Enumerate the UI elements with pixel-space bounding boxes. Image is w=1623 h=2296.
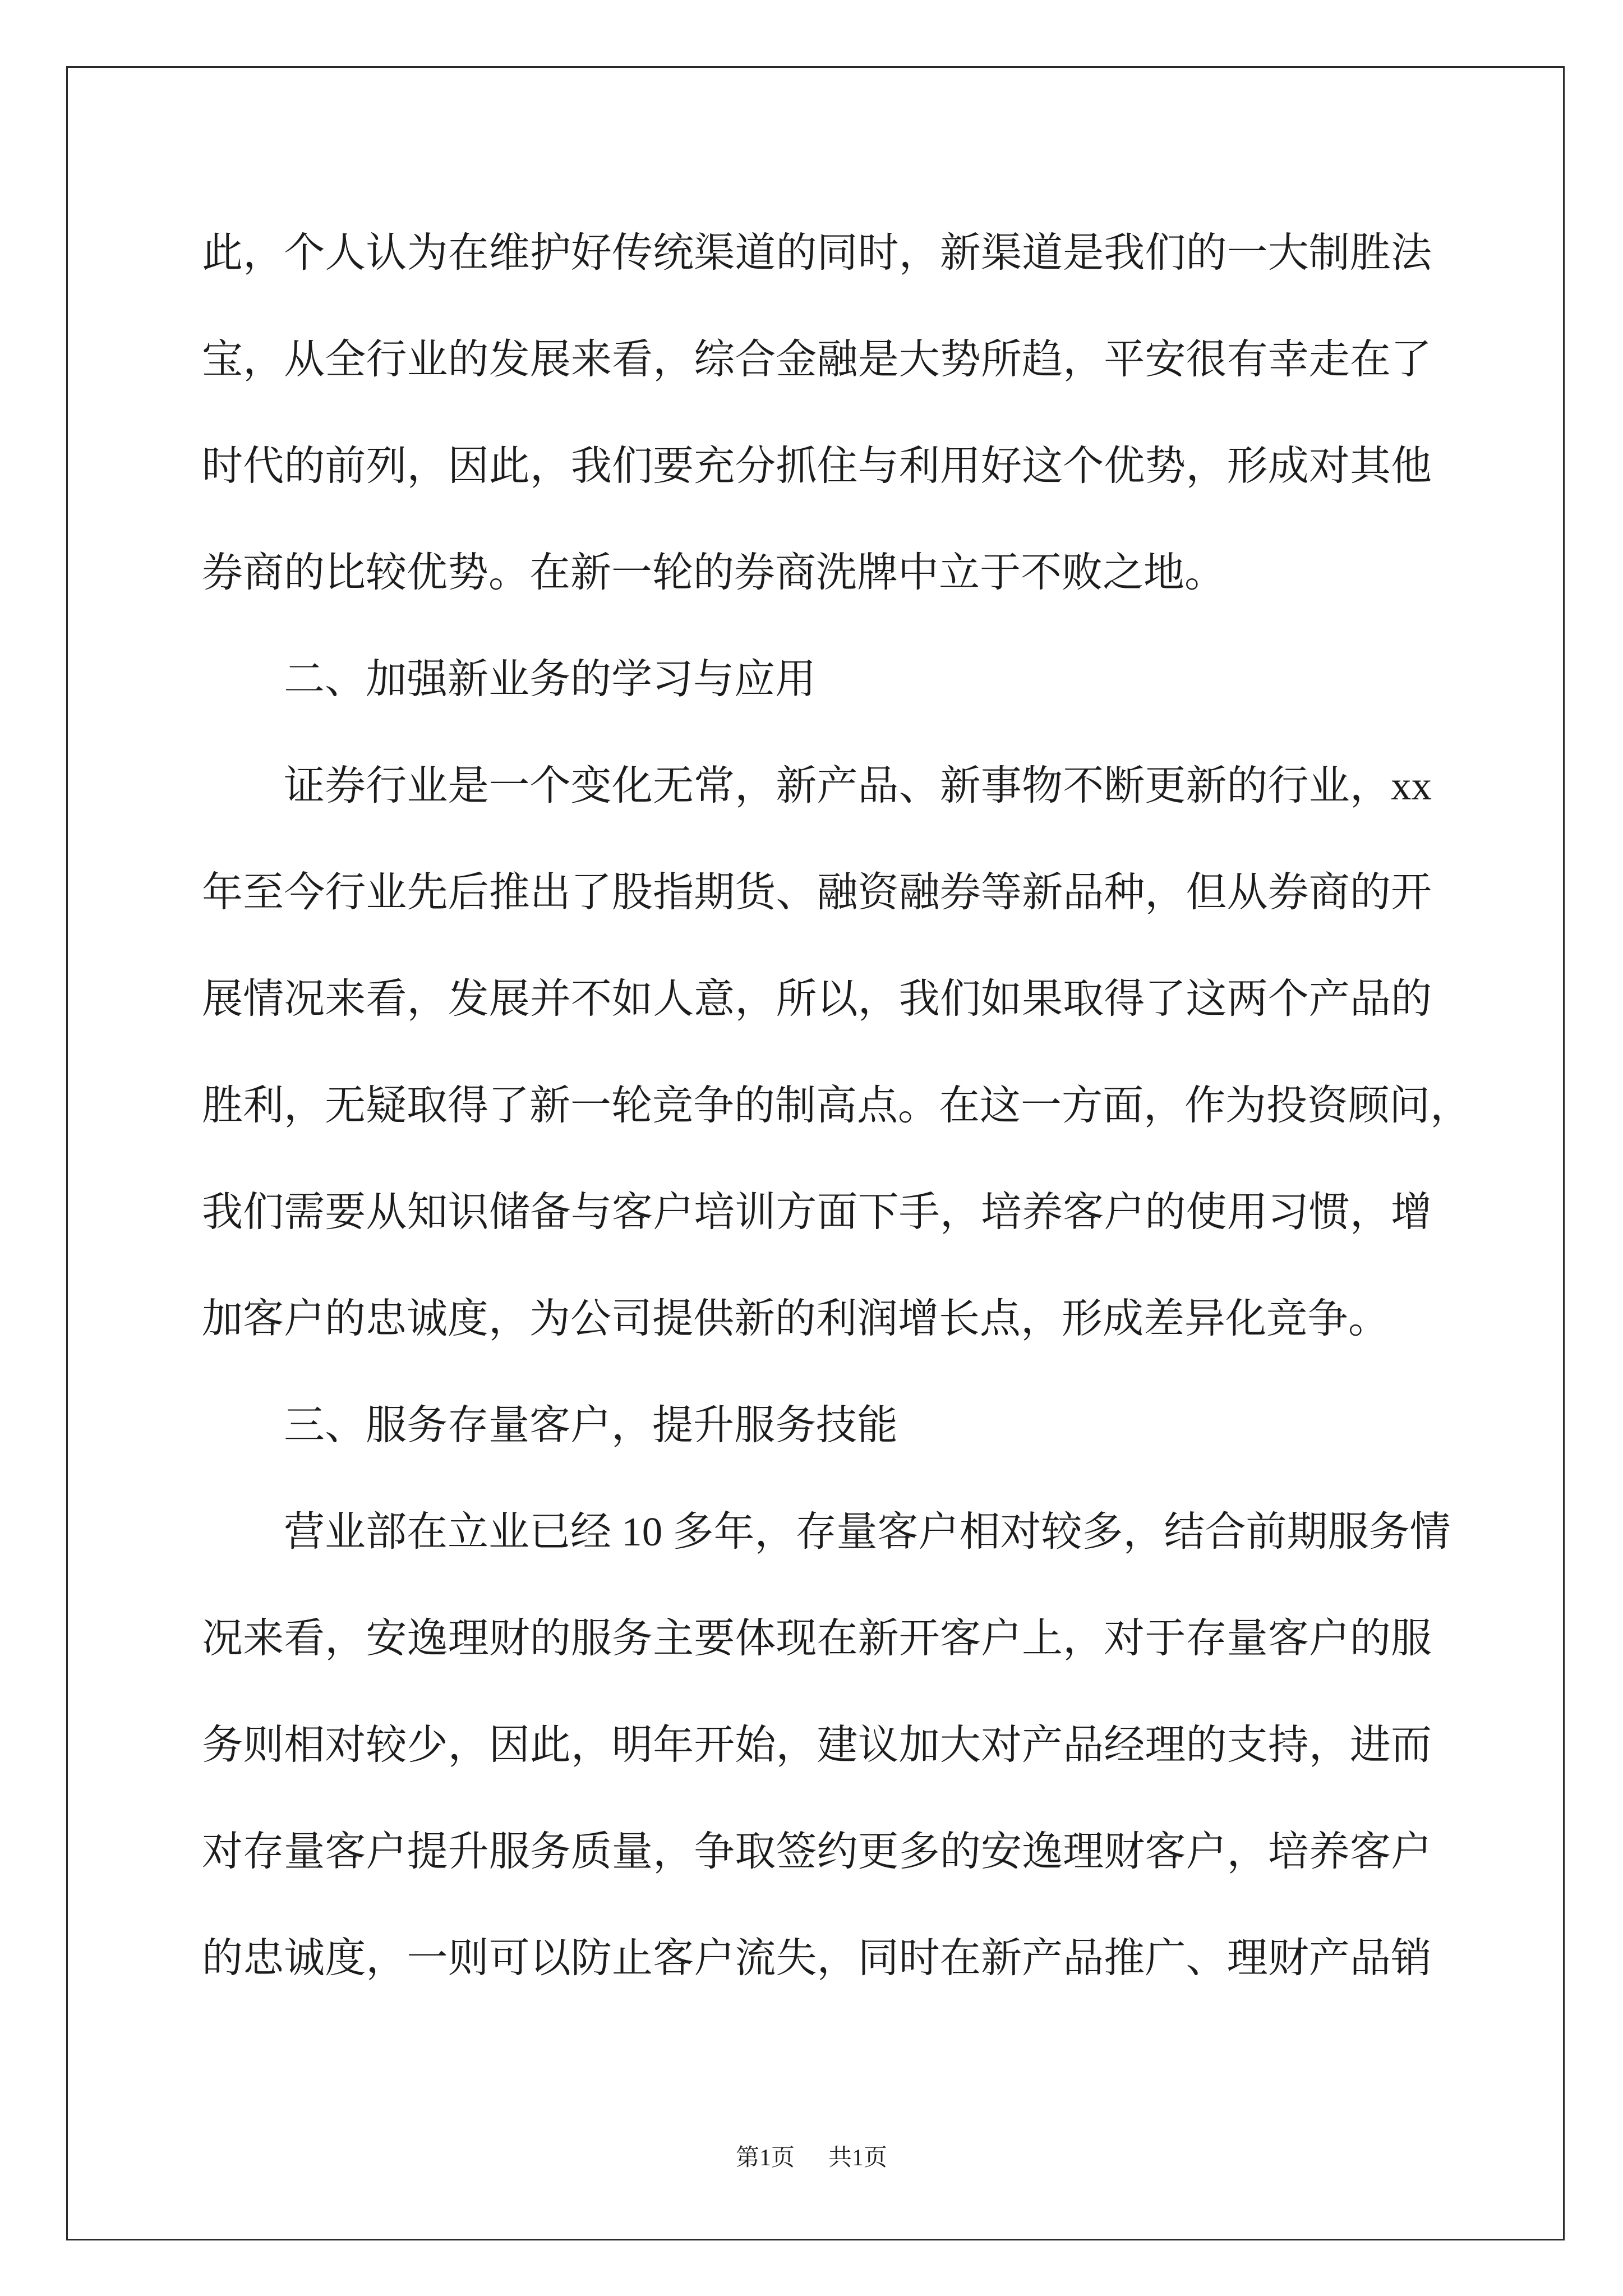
text-line: 加客户的忠诚度，为公司提供新的利润增长点，形成差异化竞争。: [202, 1296, 1389, 1341]
text-line: 营业部在立业已经 10 多年，存量客户相对较多，结合前期服务情: [284, 1509, 1451, 1554]
text-line: 券商的比较优势。在新一轮的券商洗牌中立于不败之地。: [202, 550, 1225, 595]
text-line: 证券行业是一个变化无常，新产品、新事物不断更新的行业，xx: [284, 763, 1432, 808]
text-line: 时代的前列，因此，我们要充分抓住与利用好这个优势，形成对其他: [202, 443, 1432, 489]
text-line: 况来看，安逸理财的服务主要体现在新开客户上，对于存量客户的服: [202, 1616, 1432, 1661]
text-line: 此，个人认为在维护好传统渠道的同时，新渠道是我们的一大制胜法: [202, 230, 1432, 275]
text-line: 展情况来看，发展并不如人意，所以，我们如果取得了这两个产品的: [202, 976, 1432, 1022]
text-line: 宝，从全行业的发展来看，综合金融是大势所趋，平安很有幸走在了: [202, 337, 1432, 382]
text-line: 对存量客户提升服务质量，争取签约更多的安逸理财客户，培养客户: [202, 1829, 1432, 1874]
section-heading-3: [202, 1372, 1432, 1479]
text-line: 我们需要从知识储备与客户培训方面下手，培养客户的使用习惯，增: [202, 1189, 1432, 1235]
text-line: 务则相对较少，因此，明年开始，建议加大对产品经理的支持，进而: [202, 1722, 1432, 1768]
paragraph-new-business: [202, 733, 1471, 1372]
text-line: 年至今行业先后推出了股指期货、融资融券等新品种，但从券商的开: [202, 869, 1432, 915]
page-number-current: 第1页: [735, 2145, 795, 2171]
text-line: 的忠诚度，一则可以防止客户流失，同时在新产品推广、理财产品销: [202, 1935, 1432, 1981]
document-body: [202, 200, 1471, 2012]
text-line: 胜利，无疑取得了新一轮竞争的制高点。在这一方面，作为投资顾问，: [202, 1083, 1471, 1128]
paragraph-existing-clients: [202, 1479, 1451, 2012]
page-number-total: 共1页: [828, 2145, 888, 2171]
paragraph-continuation: [202, 200, 1432, 626]
section-heading-2: [202, 626, 1432, 733]
section-heading: 三、服务存量客户，提升服务技能: [284, 1402, 898, 1448]
section-heading: 二、加强新业务的学习与应用: [284, 656, 816, 702]
page-footer: [0, 2143, 1623, 2173]
